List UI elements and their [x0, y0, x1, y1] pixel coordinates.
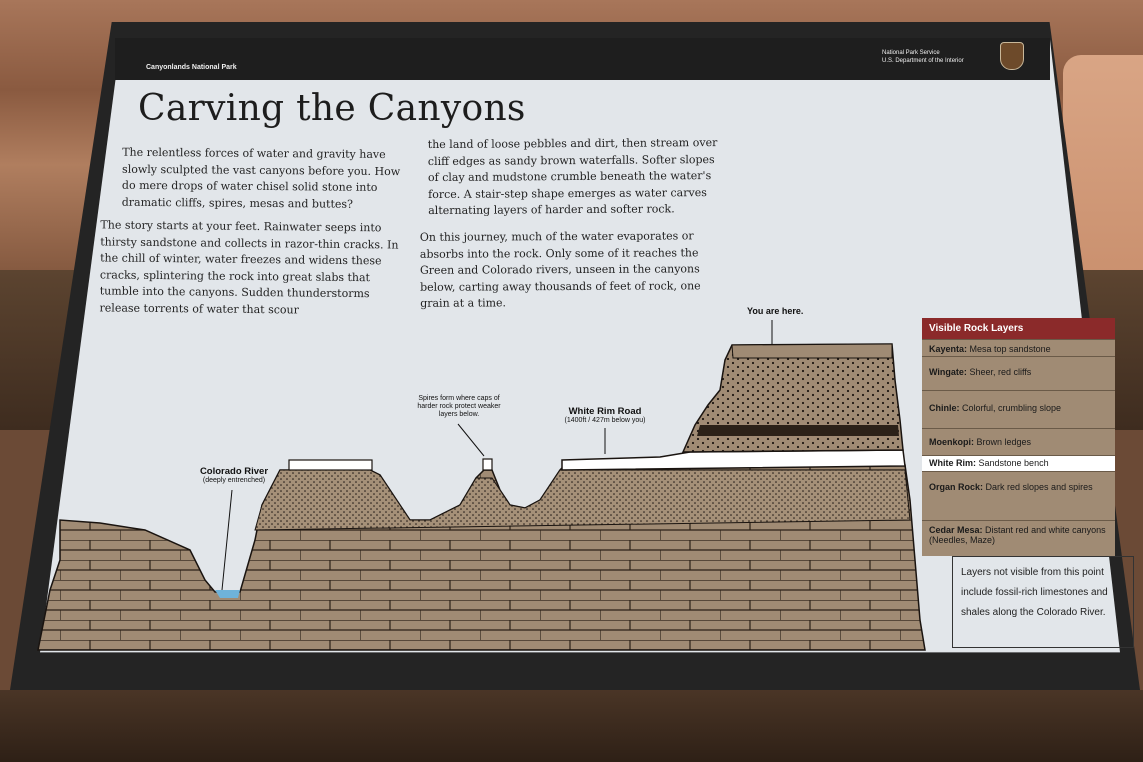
legend-layer-moenkopi: Moenkopi: Brown ledges	[922, 428, 1115, 455]
park-name: Canyonlands National Park	[146, 64, 237, 71]
legend-layer-chinle: Chinle: Colorful, crumbling slope	[922, 390, 1115, 428]
legend-layer-wingate: Wingate: Sheer, red cliffs	[922, 356, 1115, 390]
mesa-cap-left	[289, 460, 372, 470]
pointer-spires	[458, 424, 484, 456]
you-are-here-label: You are here.	[747, 306, 804, 316]
white-rim-bench	[562, 450, 905, 470]
white-rim-road-label	[555, 406, 655, 424]
rock-layers-legend	[922, 318, 1115, 556]
sign-title: Carving the Canyons	[138, 88, 526, 129]
legend-layer-cedar-mesa: Cedar Mesa: Distant red and white canyons (Needles, Maze)	[922, 520, 1115, 556]
agency-line-1: National Park Service	[882, 50, 940, 56]
organ-rock-layer	[255, 470, 910, 530]
paragraph-2: The story starts at your feet. Rainwater seeps into thirsty sandstone and collects in razor-thin cracks. In the chill of winter, water freezes and widens these cracks, splintering the rock into great slabs that tumble into the canyons. Sudden thunderstorms release torrents of water that scour	[99, 218, 399, 316]
agency-line-2: U.S. Department of the Interior	[882, 58, 964, 64]
colorado-river-sub: (deeply entrenched)	[202, 477, 266, 484]
hidden-layers-note: Layers not visible from this point include fossil-rich limestones and shales along the Colorado River.	[952, 556, 1134, 648]
legend-title: Visible Rock Layers	[922, 318, 1115, 339]
spire-cap	[483, 459, 492, 470]
kayenta-cap	[732, 344, 892, 358]
colorado-river-label	[195, 466, 273, 484]
paragraph-1: The relentless forces of water and gravity have slowly sculpted the vast canyons before you. How do mere drops of water chisel solid stone into dramatic cliffs, spires, mesas and buttes?	[121, 145, 401, 211]
colorado-river-title: Colorado River	[199, 466, 269, 477]
legend-layer-organ-rock: Organ Rock: Dark red slopes and spires	[922, 471, 1115, 520]
spires-label: Spires form where caps of harder rock protect weaker layers below.	[417, 395, 501, 418]
paragraph-4: On this journey, much of the water evaporates or absorbs into the rock. Only some of it reaches the Green and Colorado rivers, unseen in the canyons below, carting away thousands of feet of rock, one grain at a time.	[419, 229, 701, 310]
chinle-band	[697, 425, 899, 436]
pointer-colorado	[222, 490, 232, 590]
white-rim-road-depth: (1400ft / 427m below you)	[564, 417, 646, 424]
white-rim-road-title: White Rim Road	[568, 406, 642, 417]
paragraph-3: the land of loose pebbles and dirt, then stream over cliff edges as sandy brown waterfalls. Softer slopes of clay and mudstone crumble beneath the water's force. A stair-step shape emerges as water carves alternating layers of harder and softer rock.	[427, 136, 718, 218]
legend-layer-kayenta: Kayenta: Mesa top sandstone	[922, 339, 1115, 356]
legend-layer-white-rim: White Rim: Sandstone bench	[922, 455, 1115, 471]
